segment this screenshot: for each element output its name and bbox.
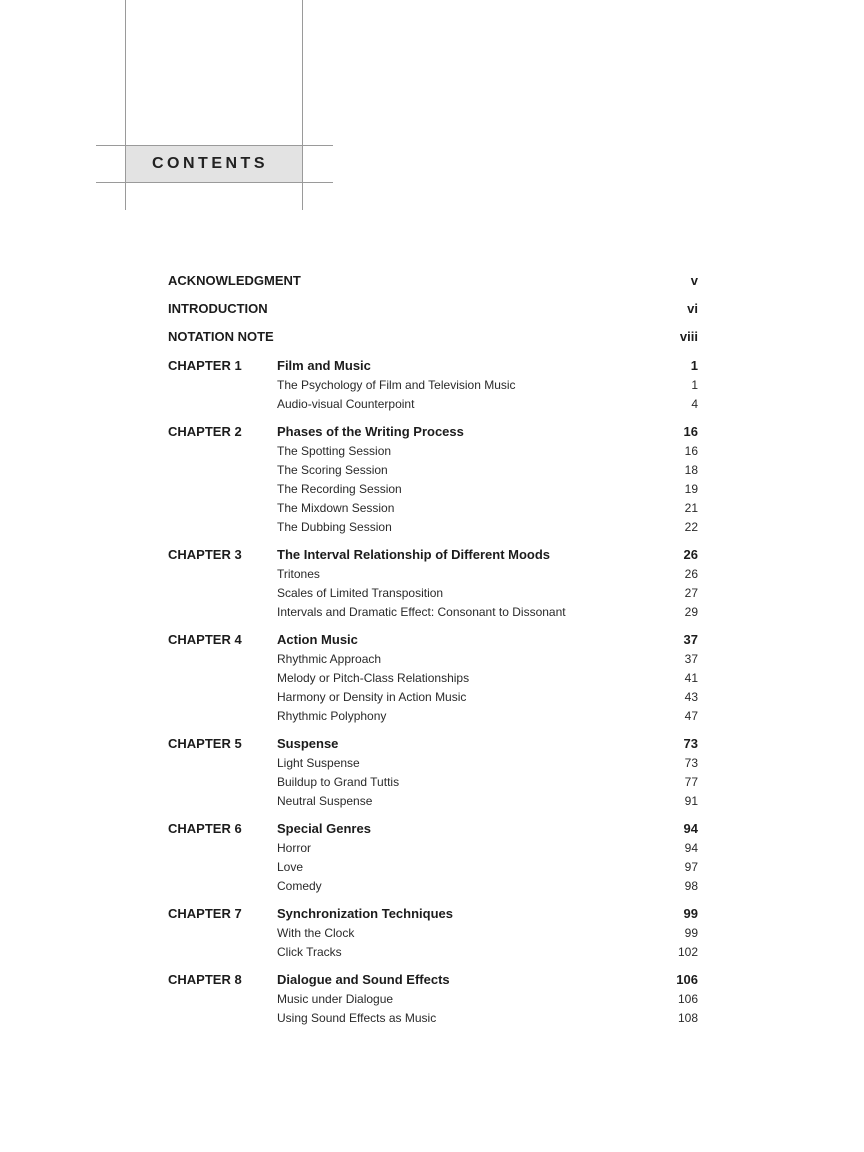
page-number: 18 xyxy=(684,463,698,477)
page-number: 37 xyxy=(684,652,698,666)
chapter-label: CHAPTER 2 xyxy=(168,424,242,439)
toc-subsection-row xyxy=(168,603,698,622)
page-number: 19 xyxy=(684,482,698,496)
table-of-contents xyxy=(168,272,698,1036)
toc-entry-title: NOTATION NOTE xyxy=(168,329,274,344)
toc-chapter-heading-row xyxy=(168,630,698,650)
toc-subsection-row xyxy=(168,1009,698,1028)
page-number: 77 xyxy=(684,775,698,789)
subsection-title: Comedy xyxy=(277,879,322,893)
chapter-label: CHAPTER 1 xyxy=(168,358,242,373)
chapter-title: Action Music xyxy=(277,632,358,647)
toc-chapter-block xyxy=(168,819,698,896)
page-number: 16 xyxy=(684,444,698,458)
chapter-label: CHAPTER 7 xyxy=(168,906,242,921)
crop-mark-vertical-right xyxy=(302,0,303,210)
page-number: 99 xyxy=(684,926,698,940)
page-number: 16 xyxy=(683,424,698,439)
toc-front-matter-row xyxy=(168,300,698,318)
chapter-label: CHAPTER 8 xyxy=(168,972,242,987)
subsection-title: Melody or Pitch-Class Relationships xyxy=(277,671,470,685)
subsection-title: Tritones xyxy=(277,567,320,581)
page-number: 29 xyxy=(684,605,698,619)
page-number: 98 xyxy=(684,879,698,893)
subsection-title: Scales of Limited Transposition xyxy=(277,586,444,600)
page-number: vi xyxy=(687,301,698,316)
subsection-title: Click Tracks xyxy=(277,945,342,959)
page-number: 73 xyxy=(684,756,698,770)
toc-chapter-block xyxy=(168,734,698,811)
page-number: 47 xyxy=(684,709,698,723)
page-number: v xyxy=(690,273,698,288)
toc-entry-title: INTRODUCTION xyxy=(168,301,268,316)
subsection-title: Harmony or Density in Action Music xyxy=(277,690,467,704)
toc-chapter-heading-row xyxy=(168,904,698,924)
toc-subsection-row xyxy=(168,499,698,518)
page-number: 21 xyxy=(684,501,698,515)
chapter-title: The Interval Relationship of Different Moods xyxy=(277,547,551,562)
chapter-label: CHAPTER 3 xyxy=(168,547,242,562)
page-number: viii xyxy=(679,329,698,344)
page-number: 41 xyxy=(684,671,698,685)
toc-subsection-row xyxy=(168,990,698,1009)
toc-subsection-row xyxy=(168,754,698,773)
toc-subsection-row xyxy=(168,669,698,688)
toc-chapter-block xyxy=(168,630,698,726)
subsection-title: The Spotting Session xyxy=(277,444,392,458)
chapter-title: Special Genres xyxy=(277,821,371,836)
subsection-title: Buildup to Grand Tuttis xyxy=(277,775,400,789)
chapter-label: CHAPTER 6 xyxy=(168,821,242,836)
toc-subsection-row xyxy=(168,480,698,499)
contents-heading-band xyxy=(126,146,302,182)
subsection-title: The Scoring Session xyxy=(277,463,388,477)
toc-chapter-heading-row xyxy=(168,734,698,754)
chapter-label: CHAPTER 5 xyxy=(168,736,242,751)
page-number: 94 xyxy=(684,841,698,855)
chapter-title: Dialogue and Sound Effects xyxy=(277,972,450,987)
toc-chapter-block xyxy=(168,970,698,1028)
chapter-title: Phases of the Writing Process xyxy=(277,424,464,439)
page-number: 94 xyxy=(683,821,698,836)
page-number: 27 xyxy=(684,586,698,600)
toc-subsection-row xyxy=(168,584,698,603)
page-number: 99 xyxy=(683,906,698,921)
chapter-label: CHAPTER 4 xyxy=(168,632,242,647)
page-number: 102 xyxy=(677,945,698,959)
toc-chapter-block xyxy=(168,422,698,537)
subsection-title: Audio-visual Counterpoint xyxy=(277,397,415,411)
page-number: 73 xyxy=(683,736,698,751)
subsection-title: Music under Dialogue xyxy=(277,992,394,1006)
page-number: 4 xyxy=(691,397,698,411)
subsection-title: Intervals and Dramatic Effect: Consonant to Dissonant xyxy=(277,605,566,619)
toc-subsection-row xyxy=(168,858,698,877)
toc-front-matter-row xyxy=(168,328,698,346)
toc-subsection-row xyxy=(168,877,698,896)
subsection-title: Rhythmic Approach xyxy=(277,652,382,666)
page-number: 43 xyxy=(684,690,698,704)
toc-chapter-heading-row xyxy=(168,970,698,990)
page-number: 37 xyxy=(683,632,698,647)
chapter-title: Suspense xyxy=(277,736,339,751)
crop-mark-horizontal-bottom xyxy=(96,182,333,183)
page-number: 1 xyxy=(690,358,698,373)
subsection-title: Love xyxy=(277,860,304,874)
page-number: 26 xyxy=(684,567,698,581)
toc-subsection-row xyxy=(168,650,698,669)
toc-subsection-row xyxy=(168,924,698,943)
toc-subsection-row xyxy=(168,839,698,858)
toc-chapter-heading-row xyxy=(168,545,698,565)
subsection-title: The Mixdown Session xyxy=(277,501,395,515)
toc-chapter-heading-row xyxy=(168,356,698,376)
toc-subsection-row xyxy=(168,376,698,395)
front-matter-list xyxy=(168,272,698,346)
subsection-title: With the Clock xyxy=(277,926,355,940)
page-number: 106 xyxy=(676,972,698,987)
toc-chapter-heading-row xyxy=(168,819,698,839)
subsection-title: Using Sound Effects as Music xyxy=(277,1011,437,1025)
subsection-title: Neutral Suspense xyxy=(277,794,373,808)
toc-subsection-row xyxy=(168,565,698,584)
toc-subsection-row xyxy=(168,442,698,461)
page-number: 26 xyxy=(683,547,698,562)
toc-front-matter-row xyxy=(168,272,698,290)
toc-subsection-row xyxy=(168,518,698,537)
toc-entry-title: ACKNOWLEDGMENT xyxy=(168,273,301,288)
toc-subsection-row xyxy=(168,707,698,726)
toc-subsection-row xyxy=(168,395,698,414)
toc-chapter-block xyxy=(168,545,698,622)
page-number: 108 xyxy=(677,1011,698,1025)
contents-heading: CONTENTS xyxy=(152,155,268,172)
subsection-title: The Psychology of Film and Television Music xyxy=(277,378,516,392)
page-number: 106 xyxy=(677,992,698,1006)
subsection-title: Rhythmic Polyphony xyxy=(277,709,387,723)
page-number: 22 xyxy=(684,520,698,534)
toc-subsection-row xyxy=(168,773,698,792)
toc-subsection-row xyxy=(168,461,698,480)
toc-chapter-heading-row xyxy=(168,422,698,442)
toc-subsection-row xyxy=(168,688,698,707)
toc-subsection-row xyxy=(168,943,698,962)
page-number: 91 xyxy=(684,794,698,808)
toc-subsection-row xyxy=(168,792,698,811)
subsection-title: Horror xyxy=(277,841,312,855)
chapter-list xyxy=(168,356,698,1028)
toc-chapter-block xyxy=(168,904,698,962)
subsection-title: The Dubbing Session xyxy=(277,520,392,534)
page-number: 97 xyxy=(684,860,698,874)
subsection-title: Light Suspense xyxy=(277,756,360,770)
subsection-title: The Recording Session xyxy=(277,482,402,496)
chapter-title: Synchronization Techniques xyxy=(277,906,454,921)
page-number: 1 xyxy=(691,378,698,392)
toc-chapter-block xyxy=(168,356,698,414)
chapter-title: Film and Music xyxy=(277,358,371,373)
